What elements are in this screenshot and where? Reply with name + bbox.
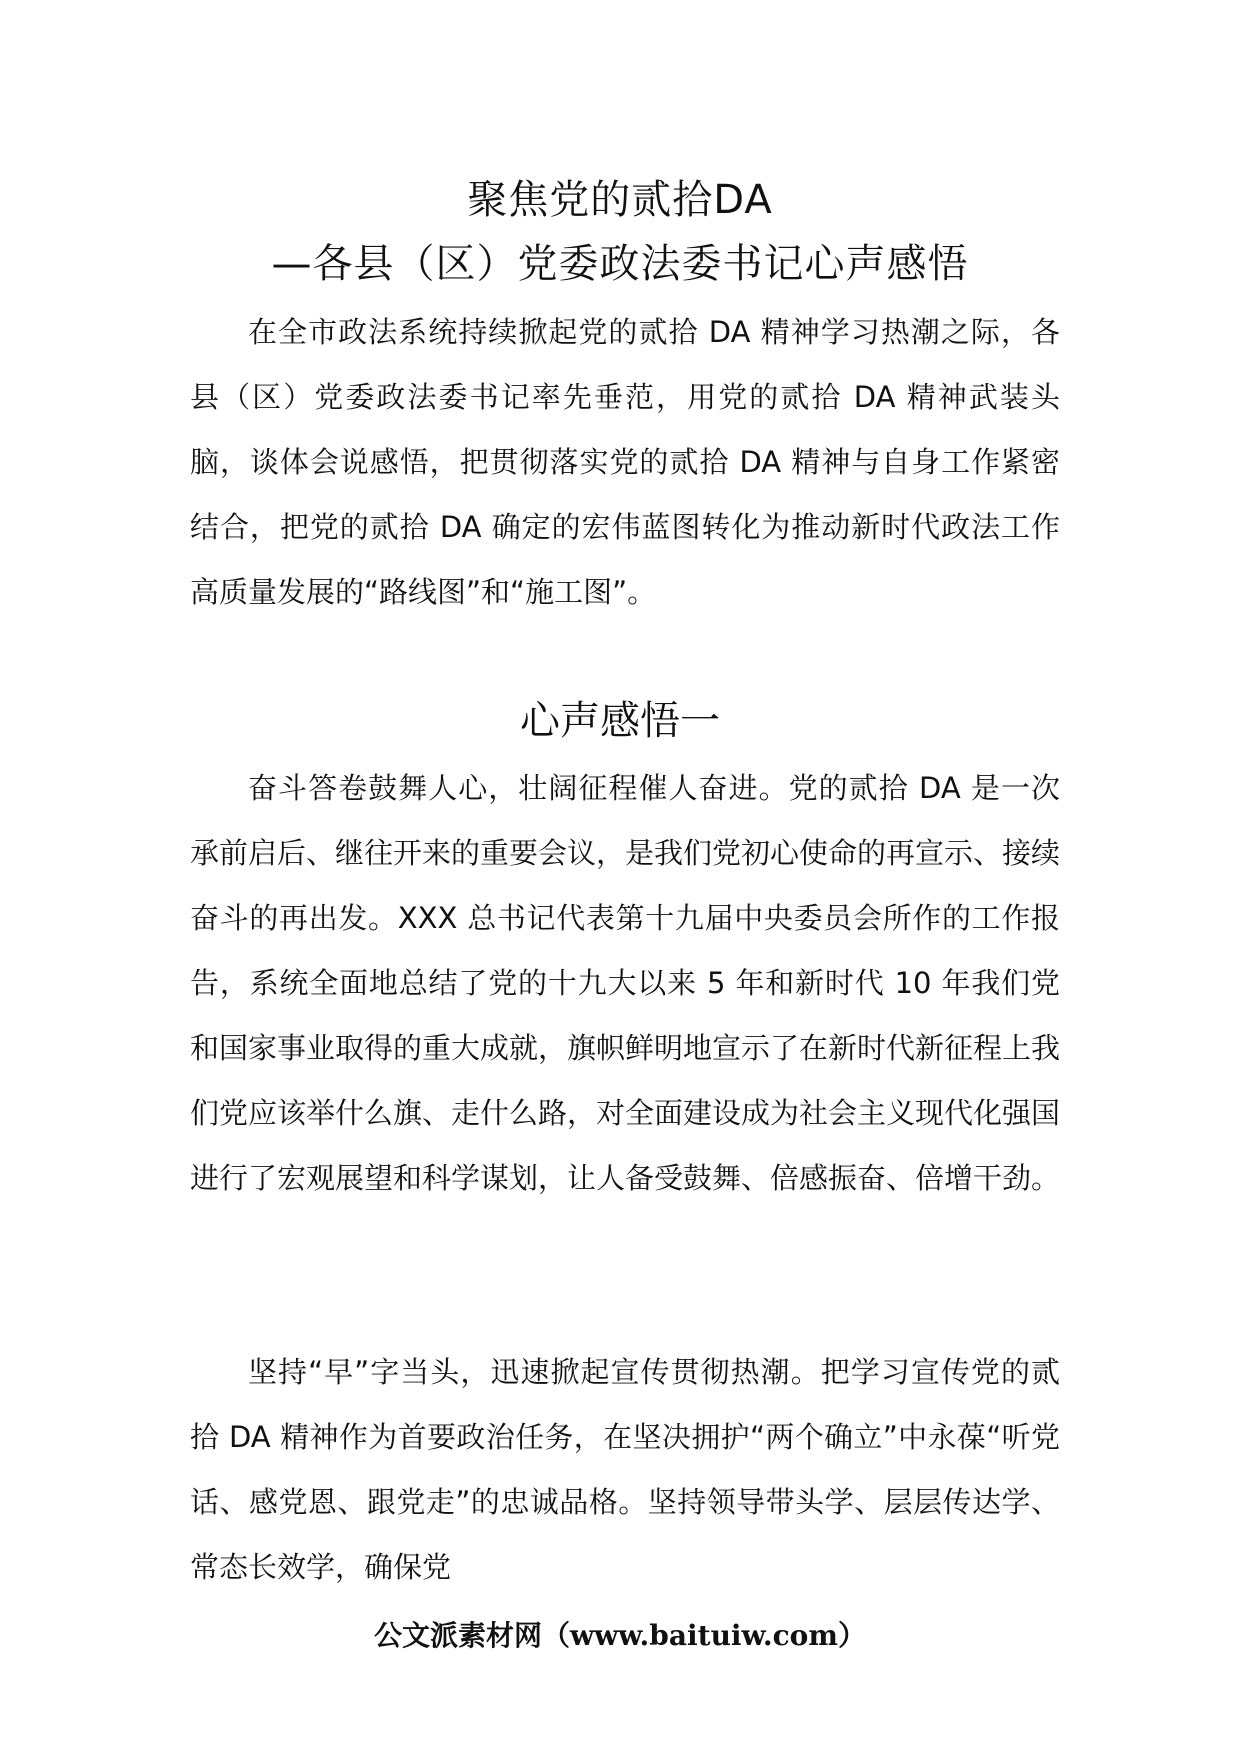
body-paragraph: 坚持“早”字当头，迅速掀起宣传贯彻热潮。把学习宣传党的贰拾 DA 精神作为首要政治任务，在坚决拥护“两个确立”中永葆“听党话、感党恩、跟党走”的忠诚品格。坚持领导带头学、层层传达学、常态长效学，确保党 [190,1355,1060,1584]
section-heading: 心声感悟一 [520,698,720,744]
footer-watermark: 公文派素材网（www.baituiw.com） [374,1619,866,1652]
intro-paragraph: 在全市政法系统持续掀起党的贰拾 DA 精神学习热潮之际，各县（区）党委政法委书记率先垂范，用党的贰拾 DA 精神武装头脑，谈体会说感悟，把贯彻落实党的贰拾 DA 精神与自身工作紧密结合，把党的贰拾 DA 确定的宏伟蓝图转化为推动新时代政法工作高质量发展的“路线图”和“施工图”。 [190,315,1060,609]
body-paragraph: 奋斗答卷鼓舞人心，壮阔征程催人奋进。党的贰拾 DA 是一次承前启后、继往开来的重要会议，是我们党初心使命的再宣示、接续奋斗的再出发。XXX 总书记代表第十九届中央委员会所作的工作报告，系统全面地总结了党的十九大以来 5 年和新时代 10 年我们党和国家事业取得的重大成就，旗帜鲜明地宣示了在新时代新征程上我们党应该举什么旗、走什么路，对全面建设成为社会主义现代化强国进行了宏观展望和科学谋划，让人备受鼓舞、倍感振奋、倍增干劲。 [190,771,1061,1195]
document-title: 聚焦党的贰拾DA [467,177,773,223]
document-subtitle: —各县（区）党委政法委书记心声感悟 [271,241,969,287]
